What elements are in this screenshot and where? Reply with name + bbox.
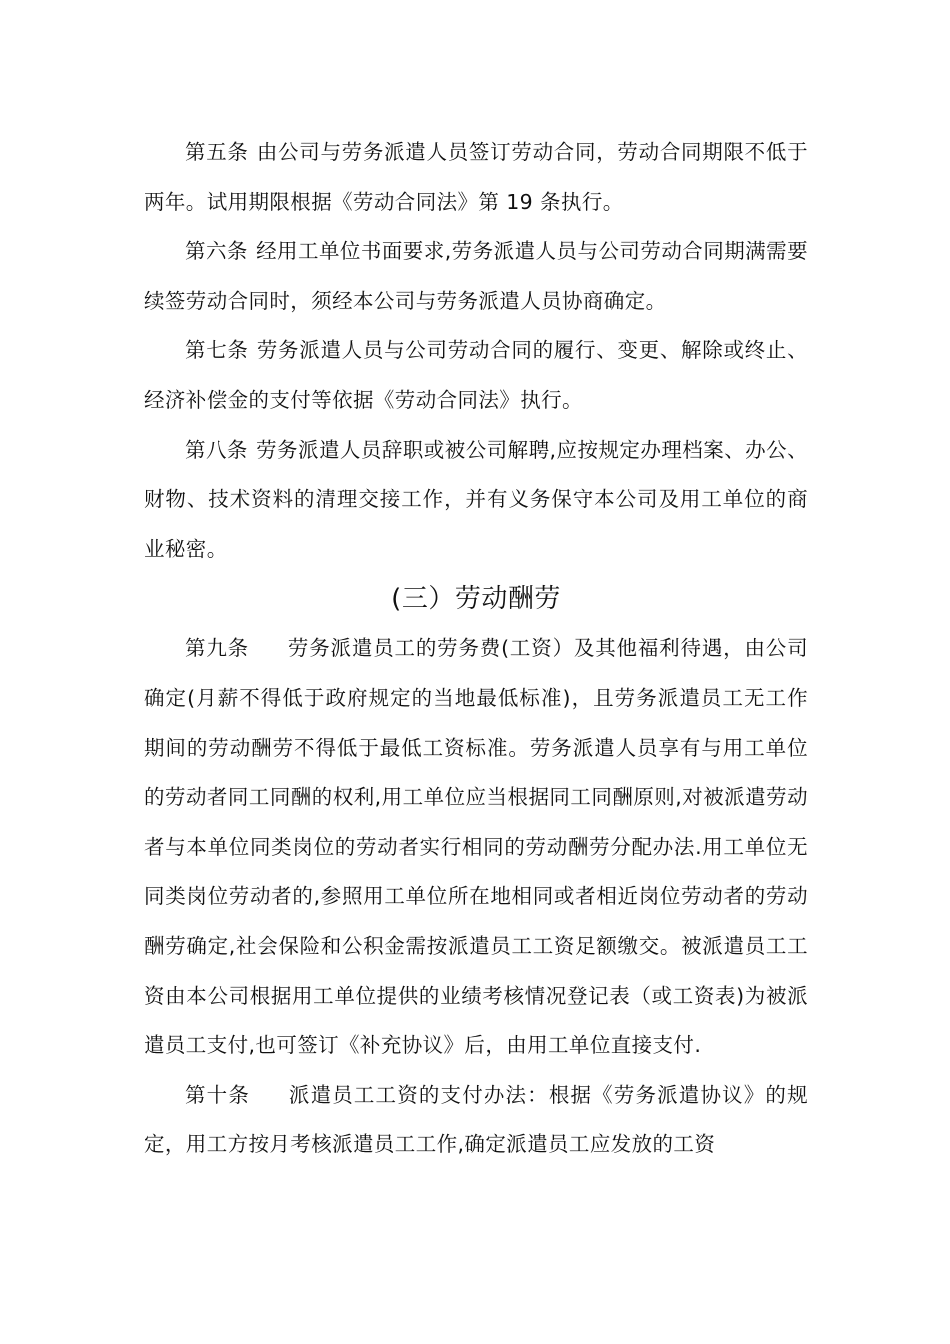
article-text: 劳务派遣人员与公司劳动合同的履行、变更、解除或终止、经济补偿金的支付等依据《劳动合同法》执行。 (144, 338, 808, 412)
document-body (144, 128, 808, 1170)
article-text: 劳务派遣员工的劳务费(工资）及其他福利待遇，由公司确定(月薪不得低于政府规定的当地最低标准)，且劳务派遣员工无工作期间的劳动酬劳不得低于最低工资标准。劳务派遣人员享有与用工单位的劳动者同工同酬的权利,用工单位应当根据同工同酬原则,对被派遣劳动者与本单位同类岗位的劳动者实行相同的劳动酬劳分配办法.用工单位无同类岗位劳动者的,参照用工单位所在地相同或者相近岗位劳动者的劳动酬劳确定,社会保险和公积金需按派遣员工工资足额缴交。被派遣员工工资由本公司根据用工单位提供的业绩考核情况登记表（或工资表)为被派遣员工支付,也可签订《补充协议》后，由用工单位直接支付. (144, 636, 808, 1058)
section-heading: (三）劳动酬劳 (391, 584, 561, 615)
article-9 (144, 624, 808, 1070)
article-10 (144, 1071, 808, 1170)
article-7 (144, 326, 808, 425)
article-5 (144, 128, 808, 227)
article-label: 第五条 (185, 140, 249, 164)
article-text: 派遣员工工资的支付办法：根据《劳务派遣协议》的规定，用工方按月考核派遣员工工作,确定派遣员工应发放的工资 (144, 1082, 808, 1157)
article-text: 经用工单位书面要求,劳务派遣人员与公司劳动合同期满需要续签劳动合同时，须经本公司与劳务派遣人员协商确定。 (144, 239, 808, 313)
article-label: 第八条 (185, 437, 248, 462)
article-label: 第十条 (185, 1082, 250, 1107)
article-text: 由公司与劳务派遣人员签订劳动合同，劳动合同期限不低于两年。试用期限根据《劳动合同法》第 19 条执行。 (144, 140, 808, 214)
article-label: 第七条 (185, 338, 249, 363)
article-6 (144, 227, 808, 326)
article-8 (144, 426, 808, 575)
article-text: 劳务派遣人员辞职或被公司解聘,应按规定办理档案、办公、财物、技术资料的清理交接工作，并有义务保守本公司及用工单位的商业秘密。 (144, 437, 808, 561)
article-label: 第六条 (185, 239, 248, 264)
article-label: 第九条 (185, 636, 249, 661)
